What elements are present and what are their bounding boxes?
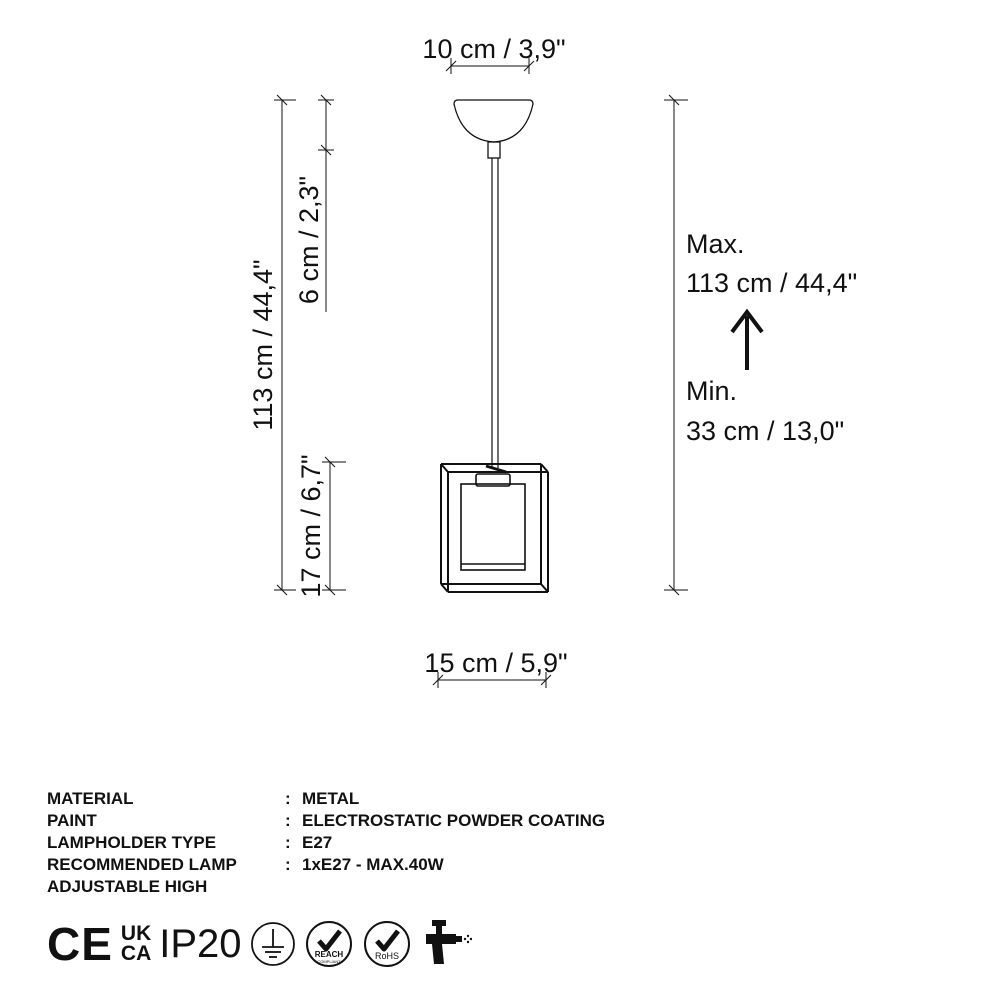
- total-height-label: 113 cm / 44,4": [248, 259, 278, 431]
- adjust-max-value: 113 cm / 44,4": [686, 268, 858, 298]
- ukca-bottom: CA: [120, 942, 152, 965]
- spec-label: RECOMMENDED LAMP: [47, 855, 237, 874]
- spec-value: ELECTROSTATIC POWDER COATING: [302, 811, 606, 830]
- spec-row-material: [47, 788, 605, 810]
- adjustable-height-dimension: [664, 95, 688, 595]
- reach-check-icon: [304, 919, 354, 969]
- spec-label: MATERIAL: [47, 789, 134, 808]
- ceiling-canopy: [454, 100, 533, 142]
- reach-text: REACH: [314, 950, 343, 959]
- spec-value: METAL: [302, 789, 360, 808]
- spec-row-recommended-lamp: [47, 854, 605, 876]
- spec-colon: [285, 876, 302, 898]
- canopy-neck: [488, 142, 500, 158]
- ce-mark: CE: [47, 918, 113, 970]
- spec-row-lampholder: [47, 832, 605, 854]
- ukca-mark: [121, 924, 151, 964]
- pendant-lamp: [441, 100, 548, 592]
- spray-gun-icon: [420, 918, 472, 970]
- spec-colon: :: [285, 811, 291, 830]
- spec-colon: :: [285, 855, 291, 874]
- spec-label: ADJUSTABLE HIGH: [47, 877, 208, 896]
- spec-label: PAINT: [47, 811, 97, 830]
- spec-label: LAMPHOLDER TYPE: [47, 833, 217, 852]
- adjust-min-value: 33 cm / 13,0": [686, 416, 845, 446]
- certification-row: [47, 918, 472, 970]
- spec-value: E27: [302, 833, 333, 852]
- adjust-min-label: Min.: [686, 376, 738, 406]
- top-width-label: 10 cm / 3,9": [422, 34, 566, 64]
- ukca-top: UK: [120, 922, 152, 945]
- adjust-max-label: Max.: [686, 229, 745, 259]
- rohs-text: RoHS: [374, 951, 399, 961]
- ip-rating: IP20: [159, 922, 242, 966]
- spec-colon: :: [285, 833, 291, 852]
- spec-row-adjustable: [47, 876, 605, 898]
- ground-icon: [250, 921, 296, 967]
- glass-shade: [461, 474, 525, 570]
- reach-subtext: COMPLIANT: [316, 959, 341, 964]
- shade-height-label: 17 cm / 6,7": [296, 454, 326, 598]
- arrow-up-icon: [732, 312, 762, 370]
- spec-row-paint: [47, 810, 605, 832]
- bottom-width-label: 15 cm / 5,9": [424, 648, 568, 678]
- spec-value: 1xE27 - MAX.40W: [302, 855, 444, 874]
- spec-colon: :: [285, 789, 291, 808]
- rohs-check-icon: [362, 919, 412, 969]
- canopy-height-label: 6 cm / 2,3": [294, 175, 324, 305]
- spec-table: [47, 788, 605, 898]
